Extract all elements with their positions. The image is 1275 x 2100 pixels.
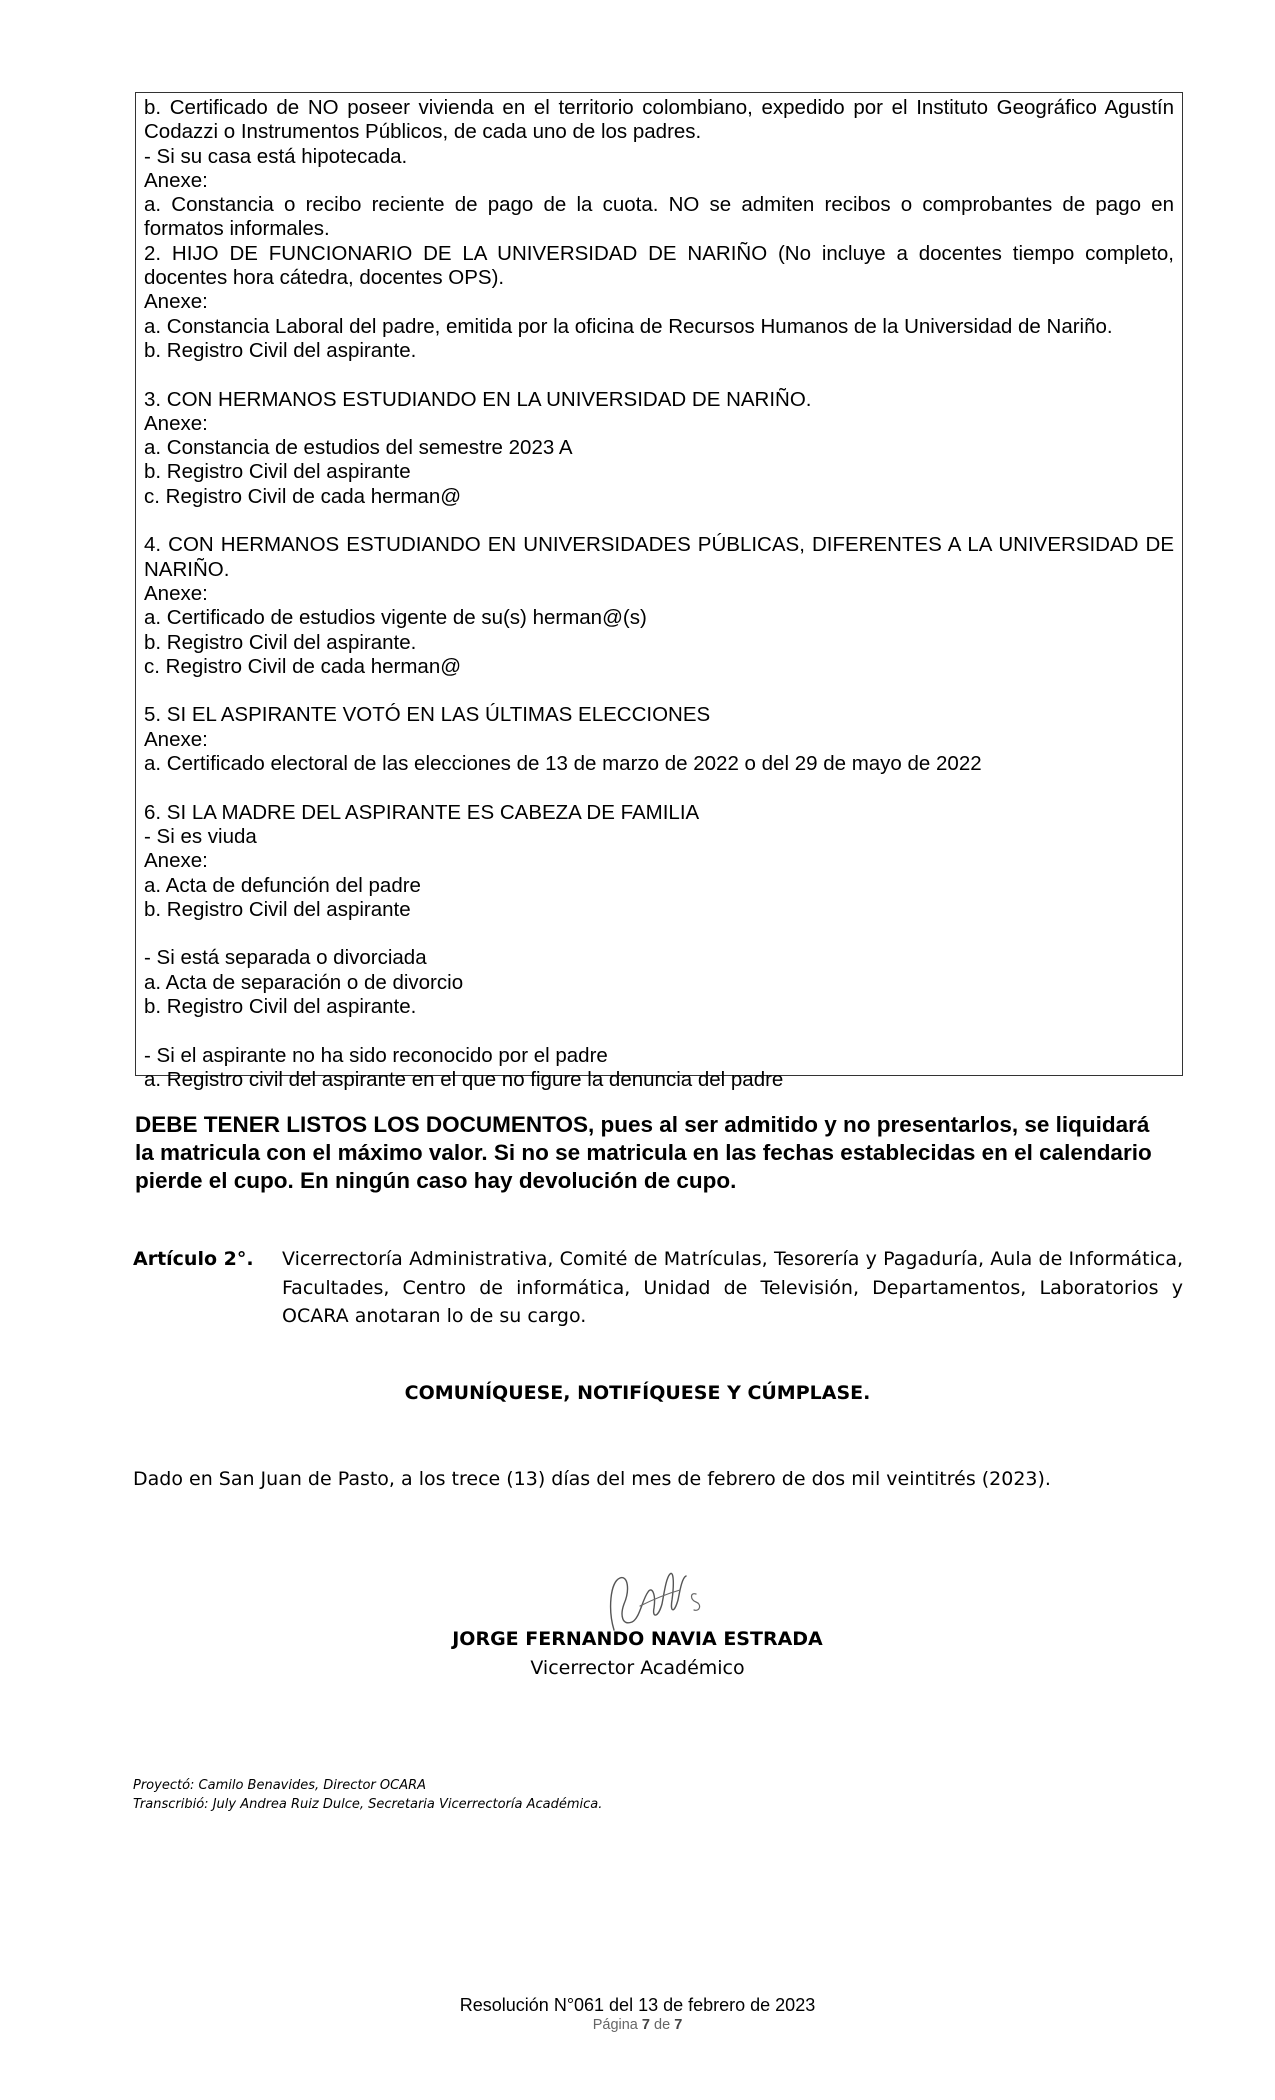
blank-line [144,776,1174,800]
blank-line [144,509,1174,533]
requirement-line: b. Registro Civil del aspirante. [144,338,417,362]
requirement-line: Anexe: [144,849,208,873]
requirement-line: a. Constancia o recibo reciente de pago de la cuota. NO se admiten recibos o comprobantes de pago en formatos informales. [144,193,1174,241]
requirement-line: 5. SI EL ASPIRANTE VOTÓ EN LAS ÚLTIMAS ELECCIONES [144,703,711,727]
page-of: de [654,2017,671,2033]
warning-line: la matricula con el máximo valor. Si no se matricula en las fechas establecidas en el calendario [135,1140,1152,1165]
requirement-line: b. Certificado de NO poseer vivienda en el territorio colombiano, expedido por el Instituto Geográfico Agustín Codazzi o Instrumentos Públicos, de cada uno de los padres. [144,96,1174,144]
requirement-line: a. Certificado de estudios vigente de su(s) herman@(s) [144,606,647,630]
credits [133,1777,602,1814]
requirement-line: a. Constancia de estudios del semestre 2023 A [144,436,573,460]
requirement-line: Anexe: [144,581,208,605]
requirement-line: c. Registro Civil de cada herman@ [144,654,462,678]
warning-line: pierde el cupo. En ningún caso hay devolución de cupo. [135,1168,737,1193]
article-line: Vicerrectoría Administrativa, Comité de Matrículas, Tesorería y Pagaduría, Aula de Informática, [282,1248,1183,1270]
signer-name: JORGE FERNANDO NAVIA ESTRADA [452,1628,823,1650]
requirement-line: c. Registro Civil de cada herman@ [144,484,462,508]
requirement-line: 6. SI LA MADRE DEL ASPIRANTE ES CABEZA DE FAMILIA [144,800,700,824]
closing-formula: COMUNÍQUESE, NOTIFÍQUESE Y CÚMPLASE. [404,1382,871,1404]
footer-resolution: Resolución N°061 del 13 de febrero de 2023 [459,1995,816,2015]
article-line: Facultades, Centro de informática, Unidad de Televisión, Departamentos, Laboratorios y [282,1276,1183,1299]
warning-line: DEBE TENER LISTOS LOS DOCUMENTOS, pues al ser admitido y no presentarlos, se liquidará [135,1112,1150,1137]
requirement-line: a. Certificado electoral de las elecciones de 13 de marzo de 2022 o del 29 de mayo de 2022 [144,752,982,776]
page-total: 7 [674,2017,683,2033]
requirement-line: Anexe: [144,411,208,435]
requirement-line: - Si está separada o divorciada [144,946,427,970]
credit-line: Transcribió: July Andrea Ruiz Dulce, Secretaria Vicerrectoría Académica. [133,1796,603,1812]
article-label: Artículo 2°. [133,1248,254,1270]
article-body [282,1245,1183,1331]
requirement-line: b. Registro Civil del aspirante [144,460,411,484]
requirement-line: - Si es viuda [144,824,257,848]
credit-line: Proyectó: Camilo Benavides, Director OCARA [133,1778,427,1793]
requirement-line: Anexe: [144,168,208,192]
issued-place-date: Dado en San Juan de Pasto, a los trece (13) días del mes de febrero de dos mil veintitrés (2023). [133,1468,1051,1490]
page-current: 7 [641,2017,650,2033]
requirement-line: a. Constancia Laboral del padre, emitida por la oficina de Recursos Humanos de la Universidad de Nariño. [144,314,1113,338]
requirement-line: a. Registro civil del aspirante en el que no figure la denuncia del padre [144,1067,784,1091]
requirement-line: b. Registro Civil del aspirante. [144,994,417,1018]
requirement-line: a. Acta de defunción del padre [144,873,421,897]
requirement-line: Anexe: [144,727,208,751]
blank-line [144,363,1174,387]
requirement-line: 3. CON HERMANOS ESTUDIANDO EN LA UNIVERSIDAD DE NARIÑO. [144,387,812,411]
requirement-line: 4. CON HERMANOS ESTUDIANDO EN UNIVERSIDADES PÚBLICAS, DIFERENTES A LA UNIVERSIDAD DE NARIÑO. [144,533,1174,581]
signer-role: Vicerrector Académico [530,1657,745,1679]
blank-line [144,922,1174,946]
requirement-line: 2. HIJO DE FUNCIONARIO DE LA UNIVERSIDAD DE NARIÑO (No incluye a docentes tiempo completo, docentes hora cátedra, docentes OPS). [144,241,1174,290]
requirement-line: Anexe: [144,290,208,314]
blank-line [144,679,1174,703]
requirement-line: a. Acta de separación o de divorcio [144,970,464,994]
requirement-line: - Si el aspirante no ha sido reconocido por el padre [144,1043,608,1067]
requirement-line: b. Registro Civil del aspirante. [144,630,417,654]
footer-page-number [0,2017,1275,2033]
requirement-line: b. Registro Civil del aspirante [144,897,411,921]
documents-warning [135,1111,1183,1195]
blank-line [144,1019,1174,1043]
article-line: OCARA anotaran lo de su cargo. [282,1305,587,1327]
requirements-box [135,92,1183,1091]
page-word: Página [592,2017,638,2033]
requirement-line: - Si su casa está hipotecada. [144,144,408,168]
